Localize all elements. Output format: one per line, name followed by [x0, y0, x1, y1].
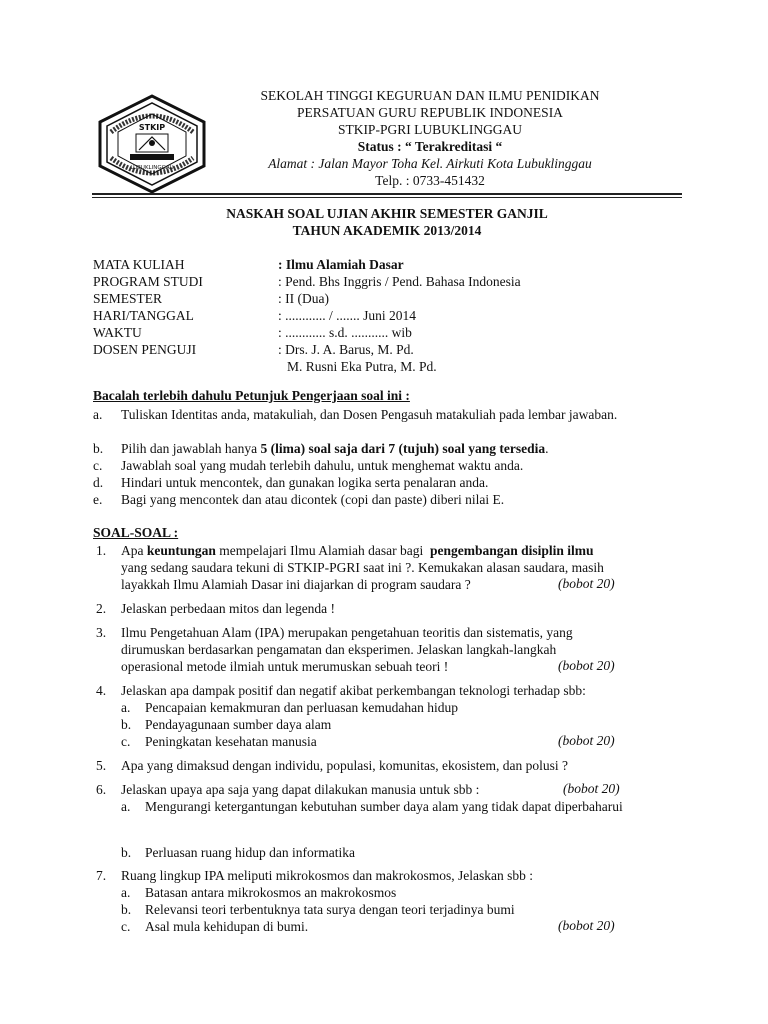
- question-number: 2.: [96, 601, 107, 616]
- questions-heading: SOAL-SOAL :: [93, 525, 179, 540]
- sub-marker: a.: [121, 799, 131, 814]
- question-number: 6.: [96, 782, 107, 797]
- info-label: DOSEN PENGUJI: [93, 342, 197, 357]
- sub-marker: b.: [121, 717, 132, 732]
- item-text-pre: Pilih dan jawablah hanya: [121, 441, 261, 456]
- sub-text: Batasan antara mikrokosmos an makrokosmos: [145, 885, 397, 900]
- question-text: Jelaskan apa dampak positif dan negatif akibat perkembangan teknologi terhadap sbb:: [121, 683, 586, 698]
- sub-text: Peningkatan kesehatan manusia: [145, 734, 317, 749]
- item-text-bold: 5 (lima) soal saja dari 7 (tujuh) soal yang tersedia: [260, 441, 546, 456]
- sub-marker: b.: [121, 845, 132, 860]
- question-score: (bobot 20): [563, 781, 620, 796]
- question-number: 3.: [96, 625, 107, 640]
- header-divider-thin: [92, 197, 682, 198]
- item-marker: b.: [93, 441, 104, 456]
- q1-bold: pengembangan disiplin ilmu: [429, 543, 594, 558]
- question-score: (bobot 20): [558, 918, 615, 933]
- item-marker: e.: [93, 492, 103, 507]
- info-value: M. Rusni Eka Putra, M. Pd.: [287, 359, 437, 374]
- question-number: 1.: [96, 543, 107, 558]
- sub-text: Pencapaian kemakmuran dan perluasan kemudahan hidup: [145, 700, 459, 715]
- item-text: Jawablah soal yang mudah terlebih dahulu, untuk menghemat waktu anda.: [121, 458, 524, 473]
- question-number: 5.: [96, 758, 107, 773]
- info-value: : ............ / ....... Juni 2014: [278, 308, 417, 323]
- item-text-post: .: [545, 441, 549, 456]
- question-text-line: layakkah Ilmu Alamiah Dasar ini diajarkan di program saudara ?: [121, 577, 471, 592]
- exam-title: NASKAH SOAL UJIAN AKHIR SEMESTER GANJIL: [226, 206, 548, 221]
- item-text: Hindari untuk mencontek, dan gunakan logika serta penalaran anda.: [121, 475, 489, 490]
- question-text: Apa yang dimaksud dengan individu, populasi, komunitas, ekosistem, dan polusi ?: [121, 758, 568, 773]
- question-text-line: Ilmu Pengetahuan Alam (IPA) merupakan pengetahuan teoritis dan sistematis, yang: [121, 625, 573, 640]
- item-text: Tuliskan Identitas anda, matakuliah, dan Dosen Pengasuh matakuliah pada lembar jawaban.: [121, 407, 618, 422]
- sub-text: Mengurangi ketergantungan kebutuhan sumber daya alam yang tidak dapat diperbaharui: [145, 799, 623, 814]
- item-text: Bagi yang mencontek dan atau dicontek (copi dan paste) diberi nilai E.: [121, 492, 505, 507]
- info-label: PROGRAM STUDI: [93, 274, 203, 289]
- header-line-2: PERSATUAN GURU REPUBLIK INDONESIA: [297, 105, 563, 120]
- question-score: (bobot 20): [558, 658, 615, 673]
- info-value: : ............ s.d. ........... wib: [278, 325, 412, 340]
- sub-marker: c.: [121, 734, 131, 749]
- logo-small-text: LUBUKLINGGAU: [130, 165, 174, 171]
- q1-bold: keuntungan: [146, 543, 216, 558]
- sub-marker: b.: [121, 902, 132, 917]
- sub-marker: c.: [121, 919, 131, 934]
- info-value: : Ilmu Alamiah Dasar: [278, 257, 404, 272]
- item-marker: a.: [93, 407, 103, 422]
- question-number: 7.: [96, 868, 107, 883]
- sub-text: Asal mula kehidupan di bumi.: [145, 919, 309, 934]
- sub-marker: a.: [121, 885, 131, 900]
- item-marker: c.: [93, 458, 103, 473]
- sub-marker: a.: [121, 700, 131, 715]
- info-value: : Pend. Bhs Inggris / Pend. Bahasa Indonesia: [278, 274, 521, 289]
- question-text-line: yang sedang saudara tekuni di STKIP-PGRI saat ini ?. Kemukakan alasan saudara, masih: [121, 560, 604, 575]
- header-line-3: STKIP-PGRI LUBUKLINGGAU: [337, 122, 523, 137]
- sub-text: Relevansi teori terbentuknya tata surya dengan teori terjadinya bumi: [145, 902, 515, 917]
- academic-year: TAHUN AKADEMIK 2013/2014: [292, 223, 482, 238]
- question-text-line: dirumuskan berdasarkan pengamatan dan eksperimen. Jelaskan langkah-langkah: [121, 642, 557, 657]
- q1-part: Apa: [121, 543, 147, 558]
- info-value: : II (Dua): [278, 291, 329, 306]
- info-label: MATA KULIAH: [93, 257, 185, 272]
- header-address: Alamat : Jalan Mayor Toha Kel. Airkuti Kota Lubuklinggau: [268, 156, 592, 171]
- instructions-heading: Bacalah terlebih dahulu Petunjuk Pengerjaan soal ini :: [93, 388, 410, 403]
- info-label: HARI/TANGGAL: [93, 308, 194, 323]
- question-text: Jelaskan upaya apa saja yang dapat dilakukan manusia untuk sbb :: [121, 782, 480, 797]
- info-label: SEMESTER: [93, 291, 163, 306]
- question-score: (bobot 20): [558, 576, 615, 591]
- item-marker: d.: [93, 475, 104, 490]
- header-status: Status : “ Terakreditasi “: [357, 139, 503, 154]
- header-phone: Telp. : 0733-451432: [375, 173, 485, 188]
- question-text-line: [121, 542, 676, 559]
- q1-part: mempelajari Ilmu Alamiah dasar bagi: [215, 543, 430, 558]
- item-text: [121, 440, 681, 457]
- question-text: Ruang lingkup IPA meliputi mikrokosmos dan makrokosmos, Jelaskan sbb :: [121, 868, 533, 883]
- question-number: 4.: [96, 683, 107, 698]
- sub-text: Perluasan ruang hidup dan informatika: [145, 845, 355, 860]
- question-text: Jelaskan perbedaan mitos dan legenda !: [121, 601, 336, 616]
- question-text-line: operasional metode ilmiah untuk merumuskan sebuah teori !: [121, 659, 449, 674]
- logo-center-text: STKIP: [138, 123, 166, 132]
- question-score: (bobot 20): [558, 733, 615, 748]
- sub-text: Pendayagunaan sumber daya alam: [145, 717, 332, 732]
- header-line-1: SEKOLAH TINGGI KEGURUAN DAN ILMU PENIDIKAN: [260, 88, 600, 103]
- header-divider: [92, 193, 682, 195]
- info-label: WAKTU: [93, 325, 142, 340]
- info-value: : Drs. J. A. Barus, M. Pd.: [278, 342, 414, 357]
